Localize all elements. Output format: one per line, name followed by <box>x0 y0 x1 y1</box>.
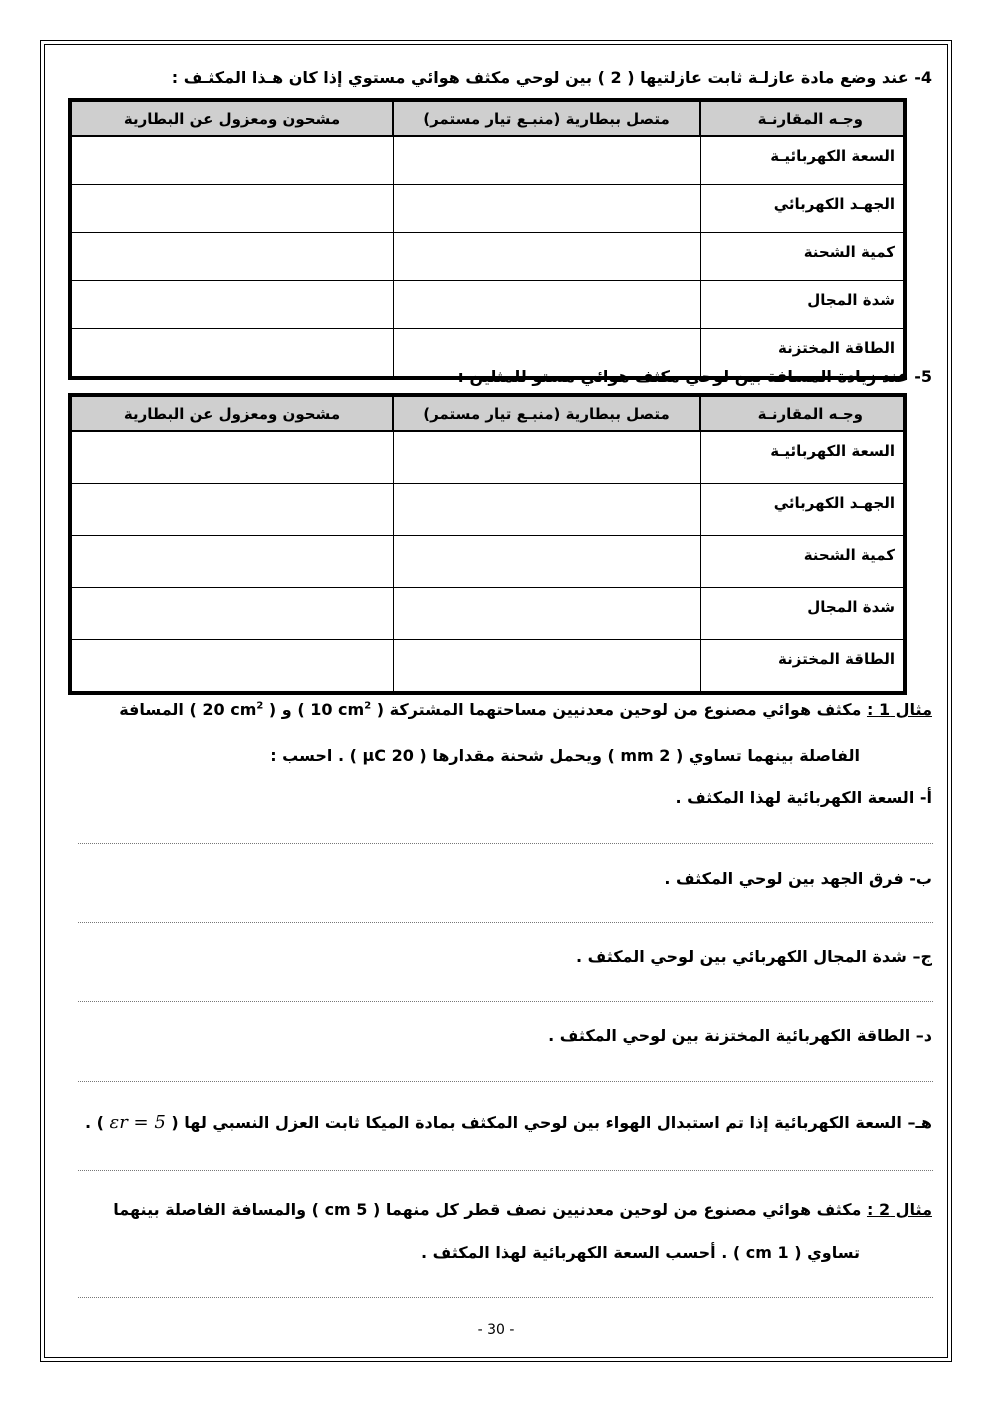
table-row <box>70 185 905 233</box>
example-1-part-d: د– الطاقة الكهربائية المختزنة بين لوحي المكثف . <box>548 1026 932 1045</box>
question-4-heading <box>172 68 932 87</box>
question-5-number: 5- <box>914 367 932 386</box>
row-label: شدة المجال <box>700 281 905 329</box>
answer-cell[interactable] <box>70 640 393 694</box>
header-isolated-charged: مشحون ومعزول عن البطارية <box>70 100 393 136</box>
example-1-part-c: ج– شدة المجال الكهربائي بين لوحي المكثف . <box>576 947 932 966</box>
table-row <box>70 136 905 185</box>
row-label: الطاقة المختزنة <box>700 640 905 694</box>
answer-cell[interactable] <box>70 233 393 281</box>
answer-cell[interactable] <box>393 588 700 640</box>
answer-cell[interactable] <box>70 588 393 640</box>
question-5-text: عند زيادة المسافة بين لوحي مكثف هوائي مستو للمثلين : <box>457 367 909 386</box>
answer-line[interactable] <box>78 1297 933 1298</box>
example-1-line-1 <box>119 700 932 719</box>
header-comparison-aspect: وجـه المقارنـة <box>700 395 905 431</box>
example-2-line-1 <box>113 1200 932 1219</box>
example-1-area-1: 10 $cm^2$ <box>310 700 372 719</box>
answer-cell[interactable] <box>393 640 700 694</box>
example-1-part-b: ب- فرق الجهد بين لوحي المكثف . <box>664 869 932 888</box>
example-1-area-2: 20 $cm^2$ <box>202 700 264 719</box>
answer-cell[interactable] <box>393 536 700 588</box>
table-header-row <box>70 395 905 431</box>
example-2-text: مكثف هوائي مصنوع من لوحين معدنيين نصف قطر كل منهما ( 5 cm ) والمسافة الفاصلة بينهما <box>113 1200 862 1219</box>
table-row <box>70 588 905 640</box>
example-1-part-e-text: هـ– السعة الكهربائية إذا تم استبدال الهواء بين لوحي المكثف بمادة الميكا ثابت العزل النسبي لها ( <box>171 1113 932 1132</box>
table-row <box>70 431 905 484</box>
table-header-row <box>70 100 905 136</box>
question-4-text: عند وضع مادة عازلـة ثابت عازلتيها ( 2 ) بين لوحي مكثف هوائي مستوي إذا كان هـذا المكثـف : <box>171 68 909 87</box>
row-label: كمية الشحنة <box>700 233 905 281</box>
example-1-line-2: الفاصلة بينهما تساوي ( 2 mm ) ويحمل شحنة مقدارها ( 20 μC ) . احسب : <box>270 746 860 765</box>
answer-cell[interactable] <box>70 281 393 329</box>
answer-line[interactable] <box>78 843 933 844</box>
table-row <box>70 640 905 694</box>
answer-cell[interactable] <box>393 281 700 329</box>
answer-line[interactable] <box>78 1170 933 1171</box>
answer-line[interactable] <box>78 1001 933 1002</box>
answer-cell[interactable] <box>70 484 393 536</box>
table-row <box>70 233 905 281</box>
header-connected-battery: متصل ببطارية (منبـع تيار مستمر) <box>393 395 700 431</box>
answer-cell[interactable] <box>393 136 700 185</box>
example-1-text-a: مكثف هوائي مصنوع من لوحين معدنيين مساحتهما المشتركة ( <box>376 700 862 719</box>
answer-cell[interactable] <box>70 329 393 379</box>
example-2-line-2: تساوي ( 1 cm ) . أحسب السعة الكهربائية لهذا المكثف . <box>421 1243 860 1262</box>
row-label: كمية الشحنة <box>700 536 905 588</box>
answer-cell[interactable] <box>70 431 393 484</box>
row-label: السعة الكهربائيـة <box>700 431 905 484</box>
header-connected-battery: متصل ببطارية (منبـع تيار مستمر) <box>393 100 700 136</box>
example-1-label: مثال 1 : <box>866 700 932 719</box>
example-1-part-a: أ- السعة الكهربائية لهذا المكثف . <box>675 788 932 807</box>
example-1-text-c: ) المسافة <box>119 700 197 719</box>
example-1-text-b: ) و ( <box>268 700 305 719</box>
row-label: شدة المجال <box>700 588 905 640</box>
answer-cell[interactable] <box>70 136 393 185</box>
comparison-table-5 <box>68 393 907 695</box>
example-1-part-e <box>85 1112 932 1133</box>
answer-cell[interactable] <box>70 185 393 233</box>
row-label: الطاقة المختزنة <box>700 329 905 379</box>
question-4-number: 4- <box>914 68 932 87</box>
row-label: السعة الكهربائيـة <box>700 136 905 185</box>
page-number: - 30 - <box>477 1322 515 1338</box>
row-label: الجهـد الكهربائي <box>700 484 905 536</box>
answer-cell[interactable] <box>393 185 700 233</box>
header-isolated-charged: مشحون ومعزول عن البطارية <box>70 395 393 431</box>
question-5-heading <box>458 367 932 386</box>
answer-cell[interactable] <box>70 536 393 588</box>
row-label: الجهـد الكهربائي <box>700 185 905 233</box>
answer-line[interactable] <box>78 922 933 923</box>
answer-cell[interactable] <box>393 431 700 484</box>
example-2-label: مثال 2 : <box>866 1200 932 1219</box>
dielectric-formula: εr = 5 <box>109 1112 166 1133</box>
table-row <box>70 536 905 588</box>
example-1-part-e-end: ) . <box>84 1113 104 1132</box>
table-row <box>70 281 905 329</box>
comparison-table-4 <box>68 98 907 380</box>
table-row <box>70 484 905 536</box>
answer-cell[interactable] <box>393 484 700 536</box>
answer-cell[interactable] <box>393 233 700 281</box>
header-comparison-aspect: وجـه المقارنـة <box>700 100 905 136</box>
answer-line[interactable] <box>78 1081 933 1082</box>
